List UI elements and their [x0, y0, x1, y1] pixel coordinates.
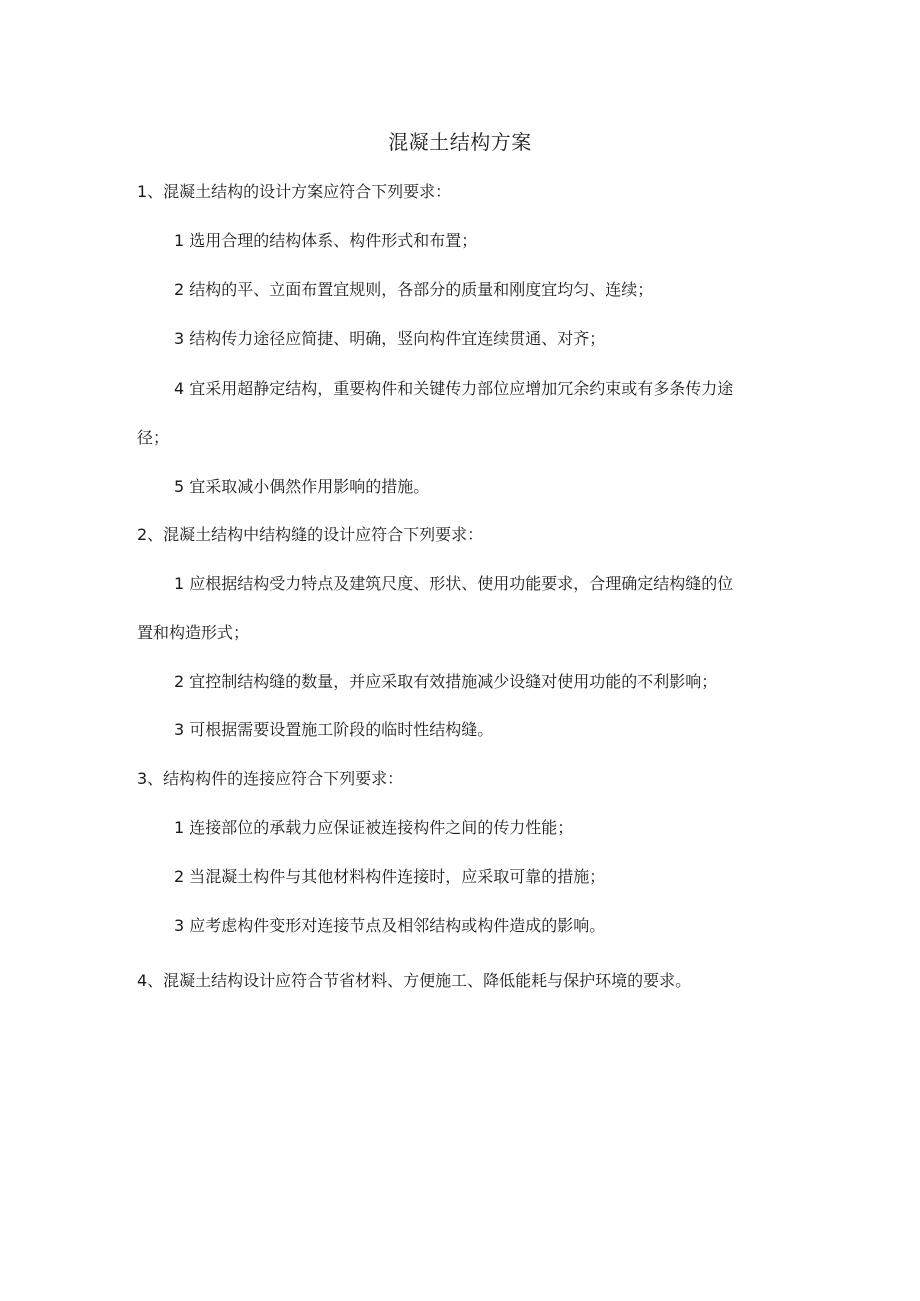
section-1-item-2: 2 结构的平、立面布置宜规则，各部分的质量和刚度宜均匀、连续；: [174, 280, 654, 299]
section-1-item-3: 3 结构传力途径应简捷、明确，竖向构件宜连续贯通、对齐；: [174, 329, 606, 348]
page-title: 混凝土结构方案: [388, 130, 532, 154]
section-2-item-1-continuation: 置和构造形式；: [137, 623, 250, 642]
section-2-item-1: 1 应根据结构受力特点及建筑尺度、形状、使用功能要求，合理确定结构缝的位: [174, 574, 734, 593]
section-2-item-3: 3 可根据需要设置施工阶段的临时性结构缝。: [174, 720, 494, 739]
section-heading-3: 3、结构构件的连接应符合下列要求：: [137, 769, 404, 788]
section-heading-1: 1、混凝土结构的设计方案应符合下列要求：: [137, 182, 452, 201]
section-3-item-2: 2 当混凝土构件与其他材料构件连接时，应采取可靠的措施；: [174, 867, 606, 886]
section-1-item-5: 5 宜采取减小偶然作用影响的措施。: [174, 477, 430, 496]
section-heading-4: 4、混凝土结构设计应符合节省材料、方便施工、降低能耗与保护环境的要求。: [137, 971, 692, 990]
section-3-item-1: 1 连接部位的承载力应保证被连接构件之间的传力性能；: [174, 818, 574, 837]
section-1-item-4: 4 宜采用超静定结构，重要构件和关键传力部位应增加冗余约束或有多条传力途: [174, 379, 734, 398]
section-1-item-1: 1 选用合理的结构体系、构件形式和布置；: [174, 231, 478, 250]
section-heading-2: 2、混凝土结构中结构缝的设计应符合下列要求：: [137, 525, 484, 544]
section-1-item-4-continuation: 径；: [137, 428, 170, 447]
section-3-item-3: 3 应考虑构件变形对连接节点及相邻结构或构件造成的影响。: [174, 916, 606, 935]
section-2-item-2: 2 宜控制结构缝的数量，并应采取有效措施减少设缝对使用功能的不利影响；: [174, 672, 718, 691]
